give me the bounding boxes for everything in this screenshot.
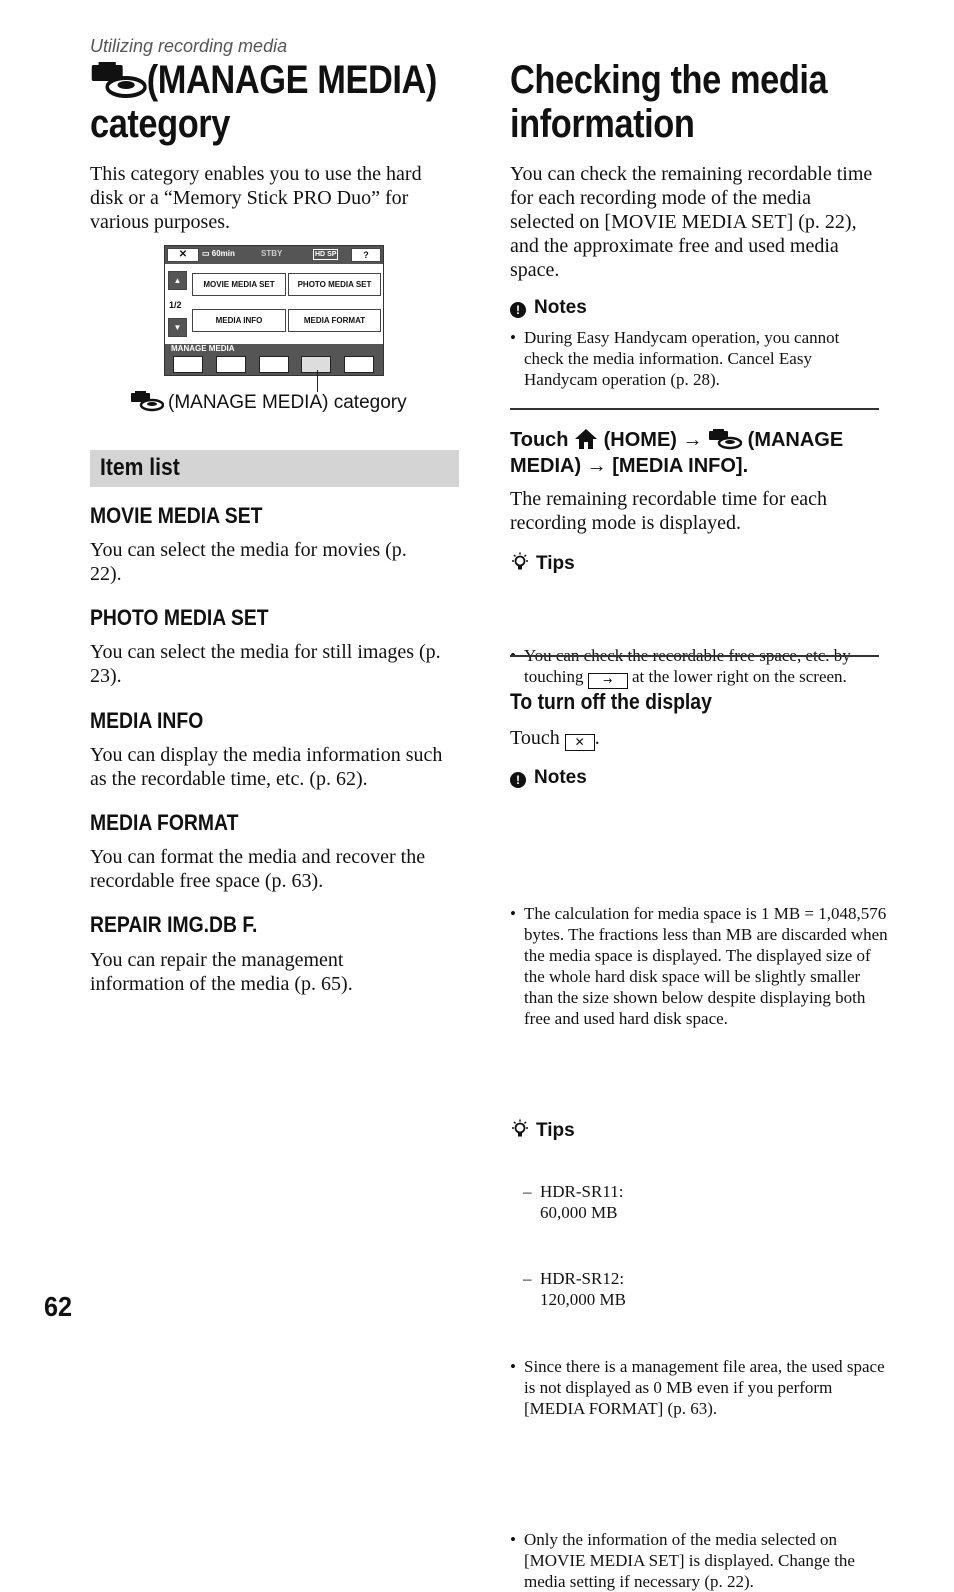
notes-icon: ! [510,772,526,788]
home-icon [574,428,598,450]
lcd-hd-badge: HD SP [315,251,337,258]
lcd-down-arrow-icon: ▼ [168,318,187,337]
lcd-button-media-info: MEDIA INFO [192,309,286,332]
lcd-button-media-format: MEDIA FORMAT [288,309,381,332]
step-heading: Touch (HOME) → (MANAGE MEDIA) → [MEDIA INFO]. [510,429,844,477]
lightbulb-icon [510,552,530,572]
page-title-left [90,58,468,146]
title-left-line2: category [90,102,230,146]
manage-media-icon [130,390,164,412]
lcd-tab-manage-media-icon [301,356,331,373]
item-desc-repair-img-db: You can repair the management information of the media (p. 65). [90,949,353,995]
lcd-tab-settings-icon [344,356,374,373]
screen-caption [130,390,407,414]
close-icon: ✕ [565,734,595,751]
lightbulb-icon [510,1119,530,1139]
left-intro: This category enables you to use the hard disk or a “Memory Stick PRO Duo” for various purposes. [90,163,422,233]
lcd-tab-camera-icon [173,356,203,373]
title-left-line1: (MANAGE MEDIA) [146,58,437,102]
item-name-media-info: MEDIA INFO [90,708,204,733]
right-intro: You can check the remaining recordable time for each recording mode of the media selected on [MOVIE MEDIA SET] (p. 22), and the approximate free and used media space. [510,163,873,281]
lcd-up-arrow-icon: ▲ [168,271,187,290]
title-right-line1: Checking the media [510,58,828,102]
tips2-bullet: • Only the information of the media selected on [MOVIE MEDIA SET] is displayed. Change the media setting if necessary (p. 22). [510,1529,886,1592]
model-sr11: – HDR-SR11: 60,000 MB [510,1181,740,1223]
section-label: Utilizing recording media [90,36,288,56]
notes2-bullet-2: • Since there is a management file area, the used space is not displayed as 0 MB even if you perform [MEDIA FORMAT] (p. 63). [510,1356,892,1419]
manage-media-icon [708,428,742,450]
item-desc-media-info: You can display the media information such as the recordable time, etc. (p. 62). [90,744,443,790]
notes-icon: ! [510,302,526,318]
lcd-category-label: MANAGE MEDIA [171,344,235,353]
item-desc-movie-media-set: You can select the media for movies (p. 22). [90,539,407,585]
turn-off-instruction: Touch ✕ . [510,727,600,749]
turn-off-heading: To turn off the display [510,689,712,714]
tips-heading-1: Tips [510,552,575,575]
tips-heading-2: Tips [510,1119,575,1142]
lcd-page-indicator: 1/2 [169,300,182,310]
tips1-bullet: • You can check the recordable free space, etc. by touching → at the lower right on the screen. [510,645,892,689]
model-sr12: – HDR-SR12: 120,000 MB [510,1268,740,1310]
divider-1 [510,408,879,410]
lcd-tab-edit-icon [259,356,289,373]
item-desc-photo-media-set: You can select the media for still images (p. 23). [90,641,441,687]
lcd-close-button: ✕ [167,248,199,262]
item-name-photo-media-set: PHOTO MEDIA SET [90,605,269,630]
item-name-repair-img-db: REPAIR IMG.DB F. [90,912,258,937]
divider-2 [510,655,879,657]
page-number: 62 [44,1291,73,1322]
next-arrow-button-icon: → [588,673,628,689]
lcd-help-button: ? [351,248,381,262]
callout-line [317,370,318,392]
notes-heading-2: ! Notes [510,767,587,789]
item-name-media-format: MEDIA FORMAT [90,810,239,835]
lcd-status: STBY [261,249,283,258]
lcd-button-movie-media-set: MOVIE MEDIA SET [192,273,286,296]
item-desc-media-format: You can format the media and recover the recordable free space (p. 63). [90,846,426,892]
step-description: The remaining recordable time for each recording mode is displayed. [510,488,828,534]
page-title-right [510,58,923,146]
lcd-status-bar [165,246,383,264]
item-list-heading-text: Item list [100,454,180,481]
notes2-bullet-1: • The calculation for media space is 1 MB = 1,048,576 bytes. The fractions less than MB are discarded when the media space is displayed. The displayed size of the whole hard disk space will be slightly smaller than the size shown below despite displaying both free and used hard disk space. [510,903,892,1029]
notes1-bullet: • During Easy Handycam operation, you cannot check the media information. Cancel Easy Handycam operation (p. 28). [510,327,882,390]
caption-text: (MANAGE MEDIA) category [168,392,407,413]
lcd-battery: ▭ 60min [202,249,235,258]
item-list-heading [90,450,459,487]
lcd-screen-illustration [164,245,384,376]
item-name-movie-media-set: MOVIE MEDIA SET [90,503,263,528]
manage-media-icon [90,59,147,99]
lcd-button-photo-media-set: PHOTO MEDIA SET [288,273,381,296]
notes-heading-1: ! Notes [510,297,587,319]
lcd-tab-playback-icon [216,356,246,373]
title-right-line2: information [510,102,695,146]
